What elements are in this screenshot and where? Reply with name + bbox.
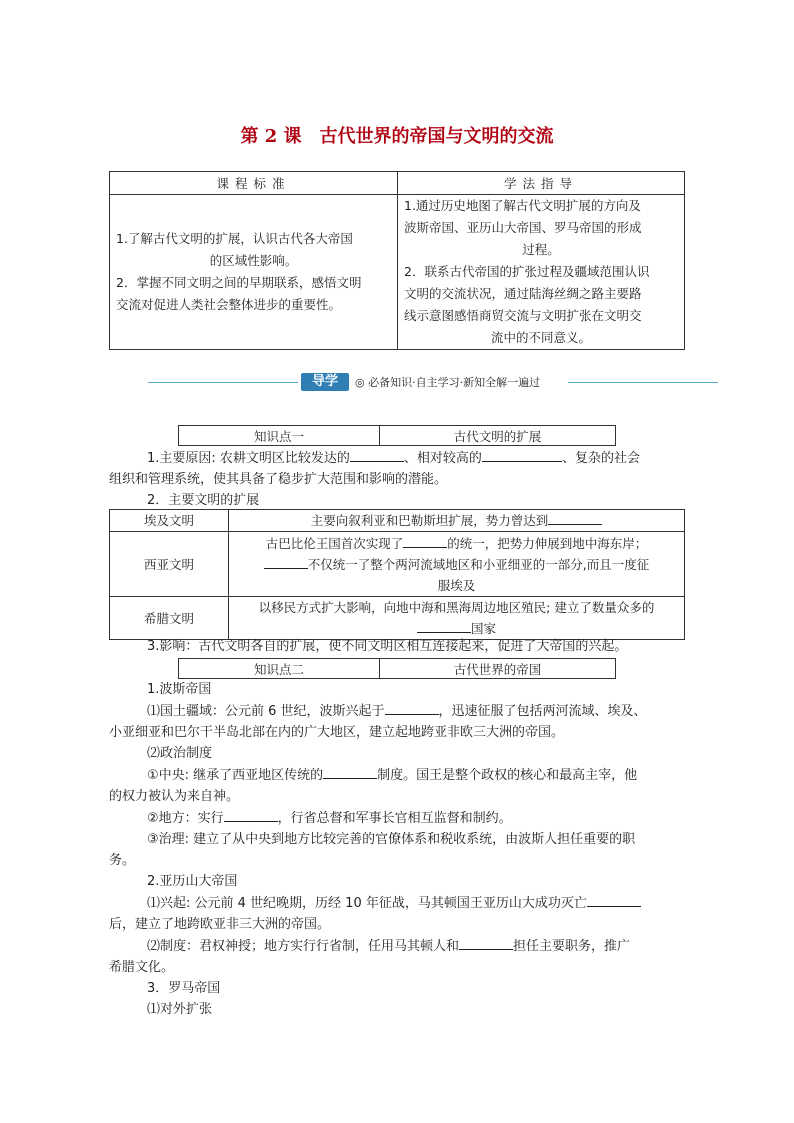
page-title: 第 2 课 古代世界的帝国与文明的交流 <box>240 126 554 147</box>
subheading: 3．罗马帝国 <box>147 981 221 996</box>
text-line: ⑵政治制度 <box>147 746 213 761</box>
guide-badge: 导学 <box>301 373 349 391</box>
text: ，迅速征服了包括两河流域、埃及、 <box>438 704 647 719</box>
text: 主要向叙利亚和巴勒斯坦扩展，势力曾达到 <box>310 513 549 528</box>
curriculum-table <box>109 171 685 350</box>
section-1 <box>109 447 699 511</box>
text-line: ⑴对外扩张 <box>147 1002 213 1017</box>
row-content <box>229 597 685 640</box>
answer-blank[interactable] <box>385 700 439 715</box>
curriculum-content <box>110 195 398 350</box>
text: ⑴兴起: 公元前 4 世纪晚期，历经 10 年征战，马其顿国王亚历山大成功灭亡 <box>147 896 587 911</box>
text: ，行省总督和军事长官相互监督和制约。 <box>277 811 512 826</box>
text-line: 小亚细亚和巴尔干半岛北部在内的广大地区，建立起地跨亚非欧三大洲的帝国。 <box>109 725 565 740</box>
text-line: 交流对促进人类社会整体进步的重要性。 <box>116 297 342 312</box>
subheading: 2.亚历山大帝国 <box>147 874 238 889</box>
text: ①中央: 继承了西亚地区传统的 <box>147 768 324 783</box>
kp-label: 知识点二 <box>179 659 380 679</box>
text-line: 过程。 <box>522 242 560 257</box>
text-line: 流中的不同意义。 <box>490 330 591 345</box>
text-line: 后，建立了地跨欧亚非三大洲的帝国。 <box>109 917 331 932</box>
text-line: 2．主要文明的扩展 <box>147 493 260 508</box>
text: 、相对较高的 <box>403 451 482 466</box>
impact-text: 3.影响：古代文明各自的扩展，使不同文明区相互连接起来，促进了大帝国的兴起。 <box>147 639 628 654</box>
text: ⑴国土疆域：公元前 6 世纪，波斯兴起于 <box>147 704 385 719</box>
text: 制度。国王是整个政权的核心和最高主宰，他 <box>377 768 638 783</box>
guide-banner <box>148 370 718 394</box>
text: ⑵制度：君权神授；地方实行行省制，任用马其顿人和 <box>147 939 460 954</box>
kp-title: 古代世界的帝国 <box>380 659 616 679</box>
text-line: 组织和管理系统，使其具备了稳步扩大范围和影响的潜能。 <box>109 472 448 487</box>
divider <box>568 382 718 383</box>
answer-blank[interactable] <box>350 447 404 462</box>
kp-label: 知识点一 <box>179 426 380 446</box>
curriculum-header: 课程标准 <box>110 172 398 195</box>
answer-blank[interactable] <box>403 533 447 548</box>
section-2 <box>109 679 699 1020</box>
answer-blank[interactable] <box>548 510 602 525</box>
answer-blank[interactable] <box>459 935 513 950</box>
answer-blank[interactable] <box>264 554 308 569</box>
answer-blank[interactable] <box>482 447 562 462</box>
knowledge-point-2 <box>178 658 616 679</box>
text-line: 2．掌握不同文明之间的早期联系，感悟文明 <box>116 275 362 290</box>
text: 以移民方式扩大影响，向地中海和黑海周边地区殖民; 建立了数量众多的 <box>258 600 655 615</box>
text-line: 希腊文化。 <box>109 960 175 975</box>
answer-blank[interactable] <box>417 618 471 633</box>
row-content <box>229 510 685 532</box>
text: 服埃及 <box>437 577 476 593</box>
text: 1.主要原因: 农耕文明区比较发达的 <box>147 451 350 466</box>
text-line: 线示意图感悟商贸交流与文明扩张在文明交 <box>404 308 642 323</box>
method-header: 学法指导 <box>398 172 685 195</box>
row-label: 希腊文明 <box>110 597 229 640</box>
text-line: 1.通过历史地图了解古代文明扩展的方向及 <box>404 198 641 213</box>
text-line: 2．联系古代帝国的扩张过程及疆域范围认识 <box>404 264 650 279</box>
text: 古巴比伦王国首次实现了 <box>265 535 404 551</box>
text-line: 1.了解古代文明的扩展，认识古代各大帝国 <box>116 231 353 246</box>
row-label: 西亚文明 <box>110 532 229 597</box>
text-line: 波斯帝国、亚历山大帝国、罗马帝国的形成 <box>404 220 642 235</box>
text: 担任主要职务，推广 <box>513 939 631 954</box>
answer-blank[interactable] <box>587 892 641 907</box>
row-content <box>229 532 685 597</box>
method-content <box>398 195 685 350</box>
text: 、复杂的社会 <box>561 451 640 466</box>
text-line: 的区域性影响。 <box>209 253 298 268</box>
answer-blank[interactable] <box>323 764 377 779</box>
answer-blank[interactable] <box>224 807 278 822</box>
text: ②地方：实行 <box>147 811 224 826</box>
text: 不仅统一了整个两河流域地区和小亚细亚的一部分,而且一度征 <box>307 556 650 572</box>
text-line: 的权力被认为来自神。 <box>109 789 240 804</box>
divider <box>148 382 298 383</box>
knowledge-point-1 <box>178 425 616 446</box>
subheading: 1.波斯帝国 <box>147 682 212 697</box>
civilization-table <box>109 509 685 640</box>
text: 国家 <box>470 621 496 636</box>
guide-subtitle: ◎ 必备知识·自主学习·新知全解一遍过 <box>355 376 541 389</box>
text-line: ③治理: 建立了从中央到地方比较完善的官僚体系和税收系统，由波斯人担任重要的职 <box>147 832 636 847</box>
text-line: 文明的交流状况，通过陆海丝绸之路主要路 <box>404 286 642 301</box>
text: 的统一，把势力伸展到地中海东岸； <box>447 535 648 551</box>
row-label: 埃及文明 <box>110 510 229 532</box>
text-line: 务。 <box>109 853 136 868</box>
kp-title: 古代文明的扩展 <box>380 426 616 446</box>
